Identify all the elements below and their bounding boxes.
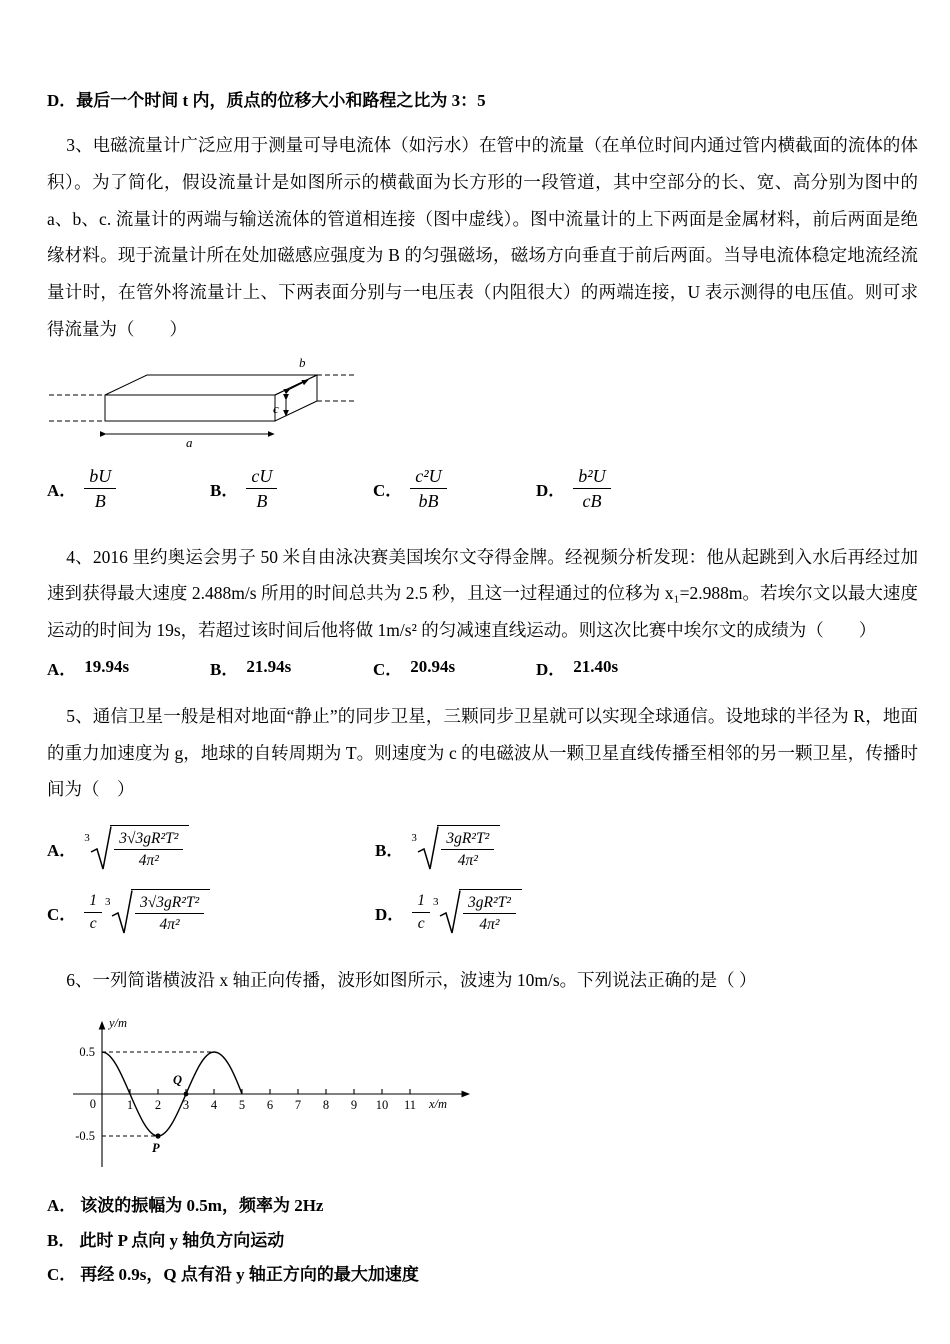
fraction (135, 893, 204, 935)
fraction (114, 829, 183, 871)
fraction-numerator: 1 (84, 891, 102, 912)
radical-icon (90, 824, 112, 872)
root-index: 3 (105, 896, 111, 908)
y-axis-label: y/m (109, 1015, 128, 1030)
fraction-numerator: bU (84, 465, 116, 490)
radicand (131, 889, 210, 935)
radicand (459, 889, 522, 935)
option-text: 20.94s (410, 657, 456, 677)
fraction-denominator: B (94, 491, 106, 511)
question-3-option-d (536, 465, 699, 513)
question-3-option-c (373, 465, 536, 513)
x-axis-ticks (130, 1089, 410, 1094)
option-label: D． (536, 659, 566, 679)
option-label: B． (210, 659, 239, 679)
question-6-option-c (47, 1258, 918, 1293)
question-5-options-row-2 (47, 888, 918, 936)
x-tick-label: 9 (350, 1097, 358, 1112)
option-text: 此时 P 点向 y 轴负方向运动 (79, 1230, 285, 1250)
fraction-denominator: cB (582, 491, 602, 511)
point-q-label: Q (173, 1072, 183, 1087)
fraction-numerator: c²U (410, 465, 446, 490)
x-tick-label: 7 (294, 1097, 302, 1112)
y-tick-label: 0 (89, 1096, 96, 1111)
question-4 (47, 539, 918, 680)
option-label: A． (47, 1195, 77, 1215)
cube-root-formula (433, 888, 522, 936)
option-label: A． (47, 659, 77, 679)
flowmeter-diagram (47, 350, 359, 450)
question-5-options-row-1 (47, 824, 918, 872)
question-6-text: 6、一列简谐横波沿 x 轴正向传播，波形如图所示，波速为 10m/s。下列说法正确的是（ ） (66, 970, 757, 990)
option-label: B． (375, 840, 404, 860)
fraction-denominator: 4π² (159, 916, 180, 934)
radical-icon (111, 888, 133, 936)
x-tick-label: 6 (266, 1097, 274, 1112)
question-4-option-c (373, 655, 536, 680)
root-index: 3 (411, 832, 417, 844)
option-text: 再经 0.9s，Q 点有沿 y 轴正方向的最大加速度 (80, 1265, 419, 1285)
duct-front-face (105, 395, 275, 421)
question-4-text: 4、2016 里约奥运会男子 50 米自由泳决赛美国埃尔文夺得金牌。经视频分析发现：他从起跳到入水后再经过加速到获得最大速度 2.488m/s 所用的时间总共为 2.5 秒，且这一过程通过的位移为 x₁=2.988m。若埃尔文以最大速度运动的时间为 19s，若超过该时间后他将做 1m/s² 的匀减速直线运动。则这次比赛中埃尔文的成绩为（ ） (47, 546, 918, 640)
question-3-figure (47, 350, 918, 455)
coefficient-fraction (84, 891, 102, 933)
option-text: 21.94s (246, 657, 292, 677)
option-label: C． (47, 904, 77, 924)
question-6-figure (57, 1009, 918, 1179)
label-b: b (299, 354, 306, 370)
question-4-option-b (210, 655, 373, 680)
x-tick-label: 4 (210, 1097, 218, 1112)
fraction (573, 465, 610, 513)
fraction-denominator: 4π² (457, 852, 478, 870)
question-3-text: 3、电磁流量计广泛应用于测量可导电流体（如污水）在管中的流量（在单位时间内通过管内横截面的流体的体积）。为了简化，假设流量计是如图所示的横截面为长方形的一段管道，其中空部分的长、宽、高分别为图中的 a、b、c. 流量计的两端与输送流体的管道相连接（图中虚线）。图中流量计的上下两面是金属材料，前后两面是绝缘材料。现于流量计所在处加磁感应强度为 B 的匀强磁场，磁场方向垂直于前后两面。当导电流体稳定地流经流量计时，在管外将流量计上、下两表面分别与一电压表（内阻很大）的两端连接，U 表示测得的电压值。则可求得流量为（ ） (47, 135, 918, 339)
radicand (437, 825, 500, 871)
question-3-options (47, 465, 918, 513)
option-text: 该波的振幅为 0.5m，频率为 2Hz (80, 1195, 324, 1215)
x-tick-label: 10 (375, 1097, 389, 1112)
y-tick-label: -0.5 (75, 1128, 95, 1143)
question-6-option-b (47, 1224, 918, 1259)
fraction-denominator: 4π² (479, 916, 500, 934)
fraction (84, 465, 116, 513)
x-tick-label: 1 (126, 1097, 134, 1112)
fraction-denominator: B (256, 491, 268, 511)
radical-icon (417, 824, 439, 872)
question-3-option-b (210, 465, 373, 513)
question-6-options (47, 1189, 918, 1294)
option-label: B． (210, 481, 239, 500)
question-4-option-d (536, 655, 699, 680)
y-tick-label: 0.5 (79, 1044, 95, 1059)
coefficient-fraction (412, 891, 430, 933)
option-text: 19.94s (84, 657, 130, 677)
dimension-b-arrow (290, 380, 308, 389)
question-5-option-c (47, 888, 375, 936)
duct-top-face (105, 375, 317, 395)
cube-root-formula (84, 824, 189, 872)
graph-labels (75, 1016, 447, 1155)
fraction-numerator: 1 (412, 891, 430, 912)
x-axis-label: x/m (429, 1096, 448, 1111)
fraction (246, 465, 277, 513)
question-4-options (47, 655, 918, 680)
cube-root-formula (105, 888, 210, 936)
previous-question-option-d: D．最后一个时间 t 内，质点的位移大小和路程之比为 3：5 (47, 91, 486, 110)
option-label: A． (47, 481, 77, 500)
question-5-text: 5、通信卫星一般是相对地面“静止”的同步卫星，三颗同步卫星就可以实现全球通信。设地球的半径为 R，地面的重力加速度为 g，地球的自转周期为 T。则速度为 c 的电磁波从一颗卫星直线传播至相邻的另一颗卫星，传播时间为（ ） (47, 705, 918, 800)
fraction-numerator: 3√3gR²T² (135, 893, 204, 914)
fraction (410, 465, 446, 513)
axes (73, 1022, 469, 1167)
x-tick-label: 3 (182, 1097, 190, 1112)
question-5-option-a (47, 824, 375, 872)
question-6 (47, 962, 918, 1293)
x-tick-label: 5 (238, 1097, 246, 1112)
option-label: C． (373, 481, 403, 500)
flowmeter-labels (186, 355, 306, 450)
x-tick-label: 8 (322, 1097, 330, 1112)
fraction-numerator: cU (246, 465, 277, 490)
question-6-option-a (47, 1189, 918, 1224)
option-text: 21.40s (573, 657, 619, 677)
option-label: A． (47, 840, 77, 860)
option-label: D． (375, 904, 405, 924)
option-label: C． (373, 659, 403, 679)
x-tick-label: 11 (403, 1097, 417, 1112)
fraction (463, 893, 516, 935)
fraction-denominator: c (89, 914, 97, 932)
fraction-denominator: bB (418, 491, 439, 511)
root-index: 3 (433, 896, 439, 908)
option-label: C． (47, 1265, 77, 1285)
question-5-option-d (375, 888, 703, 936)
x-tick-label: 2 (154, 1097, 162, 1112)
fraction-numerator: 3gR²T² (463, 893, 516, 914)
duct-right-face (275, 375, 317, 421)
fraction-denominator: 4π² (138, 852, 159, 870)
question-3-option-a (47, 465, 210, 513)
cube-root-formula (411, 824, 500, 872)
label-a: a (186, 434, 193, 450)
label-c: c (273, 400, 279, 416)
option-label: D． (536, 481, 566, 500)
question-4-option-a (47, 655, 210, 680)
question-5-option-b (375, 824, 703, 872)
flowmeter-lines (49, 375, 357, 434)
question-3 (47, 127, 918, 513)
radical-icon (439, 888, 461, 936)
fraction-numerator: 3gR²T² (441, 829, 494, 850)
radicand (110, 825, 189, 871)
question-5 (47, 698, 918, 936)
fraction (441, 829, 494, 871)
fraction-numerator: b²U (573, 465, 610, 490)
root-index: 3 (84, 832, 90, 844)
point-q-dot (184, 1091, 189, 1096)
fraction-numerator: 3√3gR²T² (114, 829, 183, 850)
point-p-dot (155, 1133, 160, 1138)
fraction-denominator: c (417, 914, 425, 932)
option-label: B． (47, 1230, 76, 1250)
point-p-label: P (152, 1140, 160, 1155)
wave-graph (57, 1009, 487, 1174)
